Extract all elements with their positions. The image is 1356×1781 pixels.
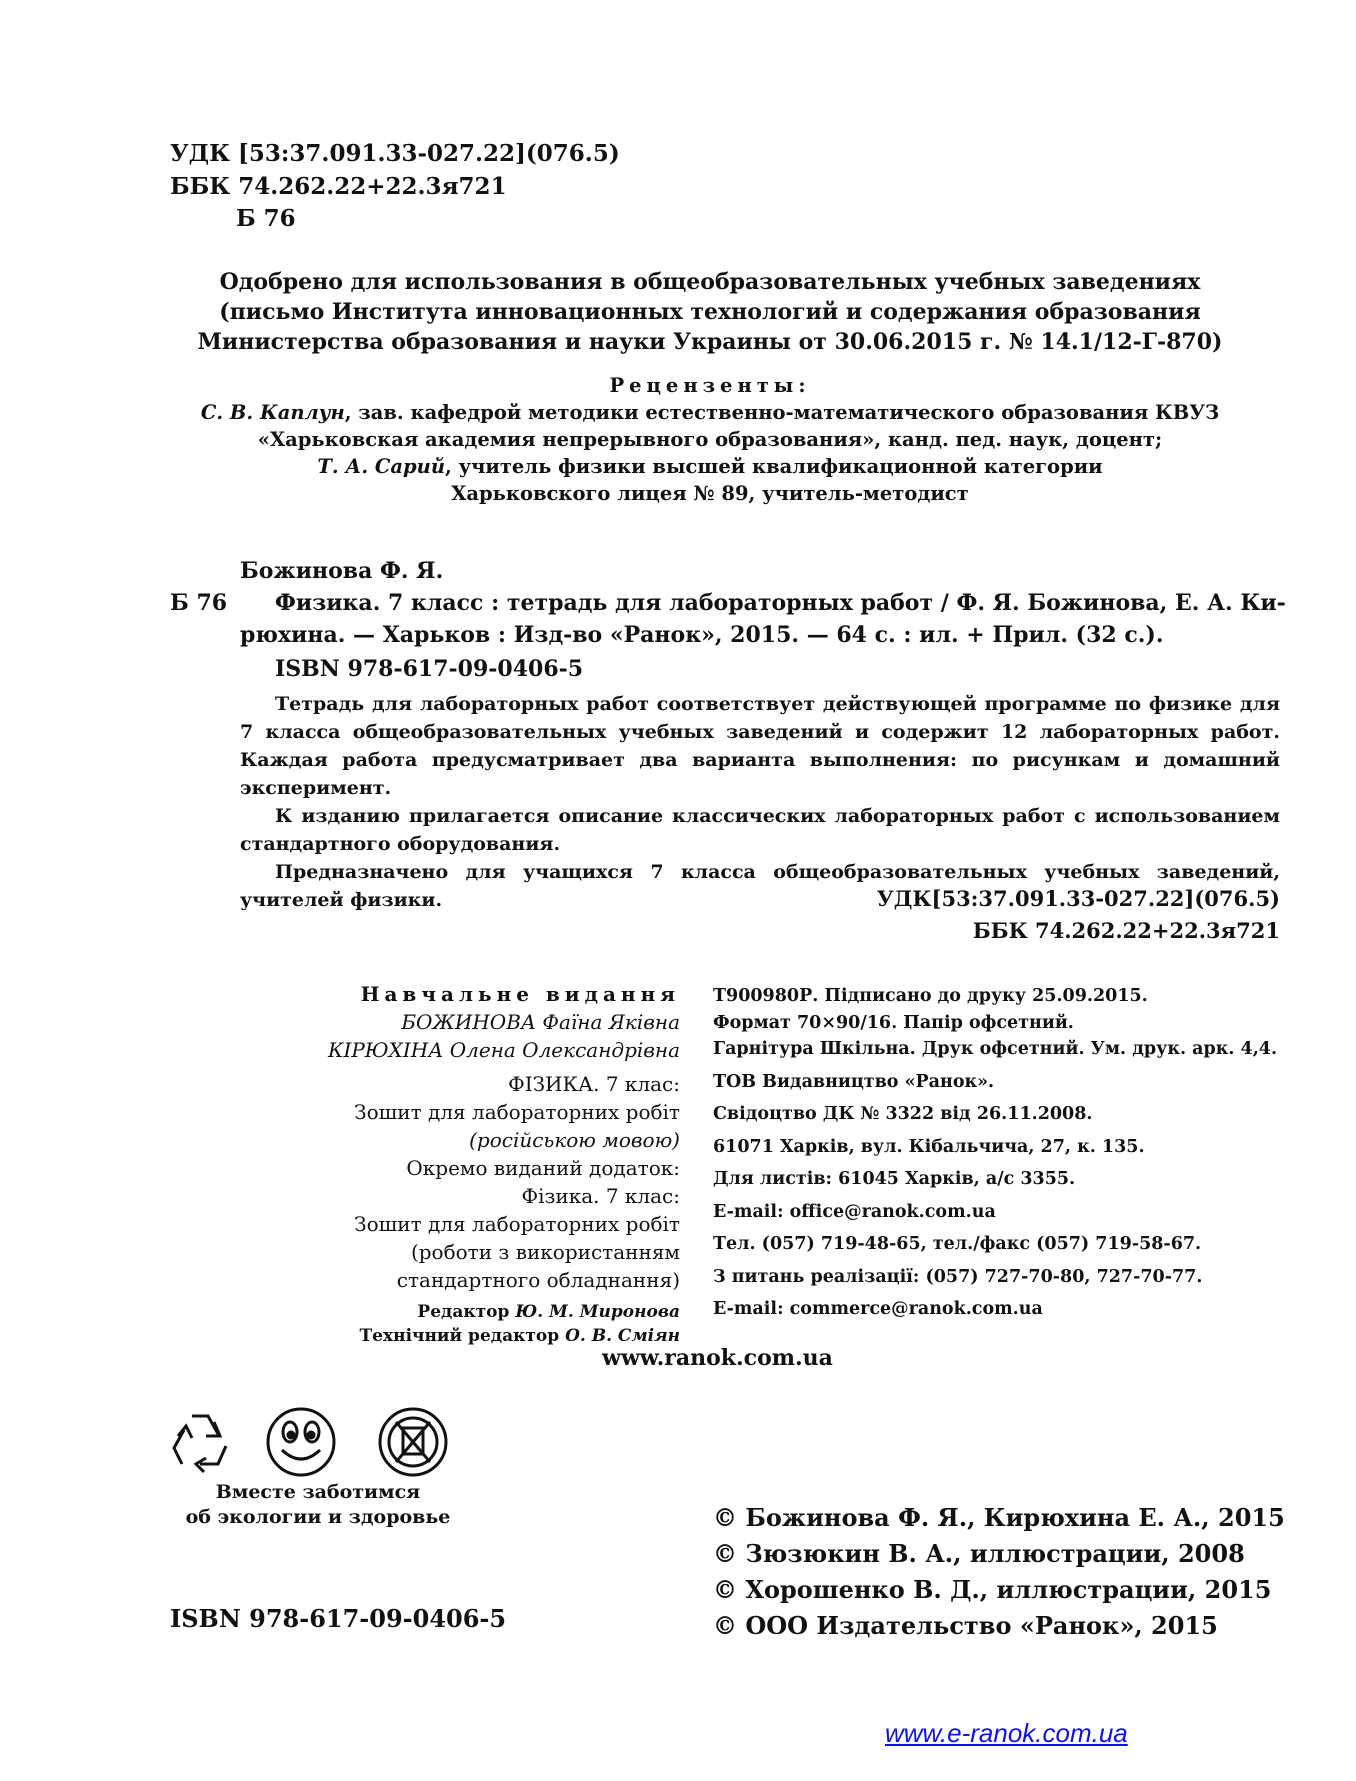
approval-line: Министерства образования и науки Украины от 30.06.2015 г. № 14.1/12-Г-870) — [197, 329, 1223, 355]
imprint-subtitle: Зошит для лабораторних робіт — [354, 1100, 680, 1124]
bbk-code-right: ББК 74.262.22+22.3я721 — [972, 918, 1280, 943]
imprint-detail: Гарнітура Шкільна. Друк офсетний. Ум. друк. арк. 4,4. — [713, 1039, 1278, 1059]
smiley-icon — [268, 1409, 334, 1475]
edition-type: Навчальне видання — [360, 982, 680, 1006]
imprint-detail: З питань реалізації: (057) 727-70-80, 727-70-77. — [713, 1266, 1203, 1287]
bib-mark: Б 76 — [170, 590, 228, 616]
copyright-line: © Хорошенко В. Д., иллюстрации, 2015 — [713, 1575, 1272, 1604]
no-litter-icon — [380, 1409, 446, 1475]
imprint-detail: Т900980Р. Підписано до друку 25.09.2015. — [713, 986, 1148, 1006]
udk-code: УДК [53:37.091.33-027.22](076.5) — [170, 140, 620, 167]
approval-block — [150, 267, 1270, 357]
imprint-detail: Свідоцтво ДК № 3322 від 26.11.2008. — [713, 1104, 1093, 1124]
reviewer-line — [150, 453, 1270, 480]
abstract-paragraph: К изданию прилагается описание классических лабораторных работ с использованием стандартного оборудования. — [240, 805, 1280, 855]
imprint-language: (російською мовою) — [469, 1128, 680, 1152]
abstract-paragraph: Тетрадь для лабораторных работ соответствует действующей программе по физике для 7 класса общеобразовательных учебных заведений и содержит 12 лабораторных работ. Каждая работа предусматривает два варианта выполнения: по рисункам и домашний эксперимент. — [240, 693, 1280, 799]
abstract-paragraph: Предназначено для учащихся 7 класса общеобразовательных учебных заведений, учителей физики. — [240, 861, 1280, 911]
bib-line: Физика. 7 класс : тетрадь для лабораторных работ / Ф. Я. Божинова, Е. А. Ки- — [275, 590, 1286, 616]
eco-icons-svg — [168, 1406, 458, 1478]
copyright-line: © ООО Издательство «Ранок», 2015 — [713, 1611, 1218, 1640]
eco-caption-line: Вместе заботимся — [215, 1481, 421, 1503]
reviewer-details: , зав. кафедрой методики естественно-математического образования КВУЗ — [344, 401, 1220, 424]
reviewer-details: , учитель физики высшей квалификационной категории — [445, 455, 1103, 478]
approval-line: Одобрено для использования в общеобразовательных учебных заведениях — [219, 269, 1201, 295]
bib-author: Божинова Ф. Я. — [240, 558, 444, 584]
supplement-subtitle: (роботи з використанням — [410, 1240, 680, 1264]
bib-isbn: ISBN 978-617-09-0406-5 — [275, 656, 584, 682]
abstract — [240, 690, 1280, 914]
copyright-block — [713, 1500, 1285, 1644]
approval-line: (письмо Института инновационных технологий и содержания образования — [219, 299, 1201, 325]
bbk-code: ББК 74.262.22+22.3я721 — [170, 173, 507, 200]
eco-caption-line: об экологии и здоровье — [185, 1506, 451, 1528]
reviewer-line: Харьковского лицея № 89, учитель-методист — [451, 482, 969, 505]
imprint-author: КІРЮХІНА Олена Олександрівна — [327, 1038, 680, 1062]
imprint-detail: ТОВ Видавництво «Ранок». — [713, 1071, 995, 1092]
eco-caption — [168, 1480, 468, 1530]
reviewers-block — [150, 372, 1270, 507]
supplement-subtitle: Зошит для лабораторних робіт — [354, 1212, 680, 1236]
reviewer-line: «Харьковская академия непрерывного образования», канд. пед. наук, доцент; — [257, 428, 1163, 451]
tech-editor-name: О. В. Сміян — [565, 1326, 680, 1346]
imprint-detail: Тел. (057) 719-48-65, тел./факс (057) 719-58-67. — [713, 1234, 1202, 1254]
footer-link[interactable]: www.e-ranok.com.ua — [885, 1718, 1128, 1748]
imprint-detail: 61071 Харків, вул. Кібальчича, 27, к. 135. — [713, 1136, 1145, 1157]
editor-label: Редактор — [417, 1302, 510, 1322]
editor-name: Ю. М. Миронова — [515, 1302, 680, 1322]
imprint-email: E-mail: commerce@ranok.com.ua — [713, 1299, 1043, 1319]
imprint-title: ФІЗИКА. 7 клас: — [508, 1072, 680, 1096]
author-mark: Б 76 — [236, 205, 296, 232]
supplement-label: Окремо виданий додаток: — [406, 1156, 680, 1180]
udk-code-right: УДК[53:37.091.33-027.22](076.5) — [876, 886, 1280, 911]
imprint-email: E-mail: office@ranok.com.ua — [713, 1201, 996, 1222]
copyright-line: © Зюзюкин В. А., иллюстрации, 2008 — [713, 1539, 1245, 1568]
supplement-subtitle: стандартного обладнання) — [396, 1268, 680, 1292]
supplement-title: Фізика. 7 клас: — [521, 1184, 680, 1208]
imprint-detail: Формат 70×90/16. Папір офсетний. — [713, 1012, 1074, 1033]
tech-editor-label: Технічний редактор — [359, 1326, 560, 1346]
copyright-line: © Божинова Ф. Я., Кирюхина Е. А., 2015 — [713, 1503, 1285, 1532]
reviewer-name: Т. А. Сарий — [317, 455, 446, 478]
imprint-detail: Для листів: 61045 Харків, а/с 3355. — [713, 1169, 1076, 1189]
recycle-icon — [174, 1416, 226, 1472]
bib-line: рюхина. — Харьков : Изд-во «Ранок», 2015. — 64 с. : ил. + Прил. (32 с.). — [240, 622, 1164, 648]
imprint-right — [713, 980, 1278, 1326]
reviewers-title: Рецензенты: — [609, 374, 811, 397]
reviewer-name: С. В. Каплун — [200, 401, 345, 424]
publisher-website[interactable]: www.ranok.com.ua — [602, 1345, 833, 1371]
editor-line — [260, 1300, 680, 1324]
reviewer-line — [150, 399, 1270, 426]
eco-icons — [168, 1406, 458, 1482]
imprint-left — [260, 980, 680, 1348]
imprint-author: БОЖИНОВА Фаїна Яківна — [401, 1010, 680, 1034]
isbn-bottom: ISBN 978-617-09-0406-5 — [170, 1604, 507, 1633]
